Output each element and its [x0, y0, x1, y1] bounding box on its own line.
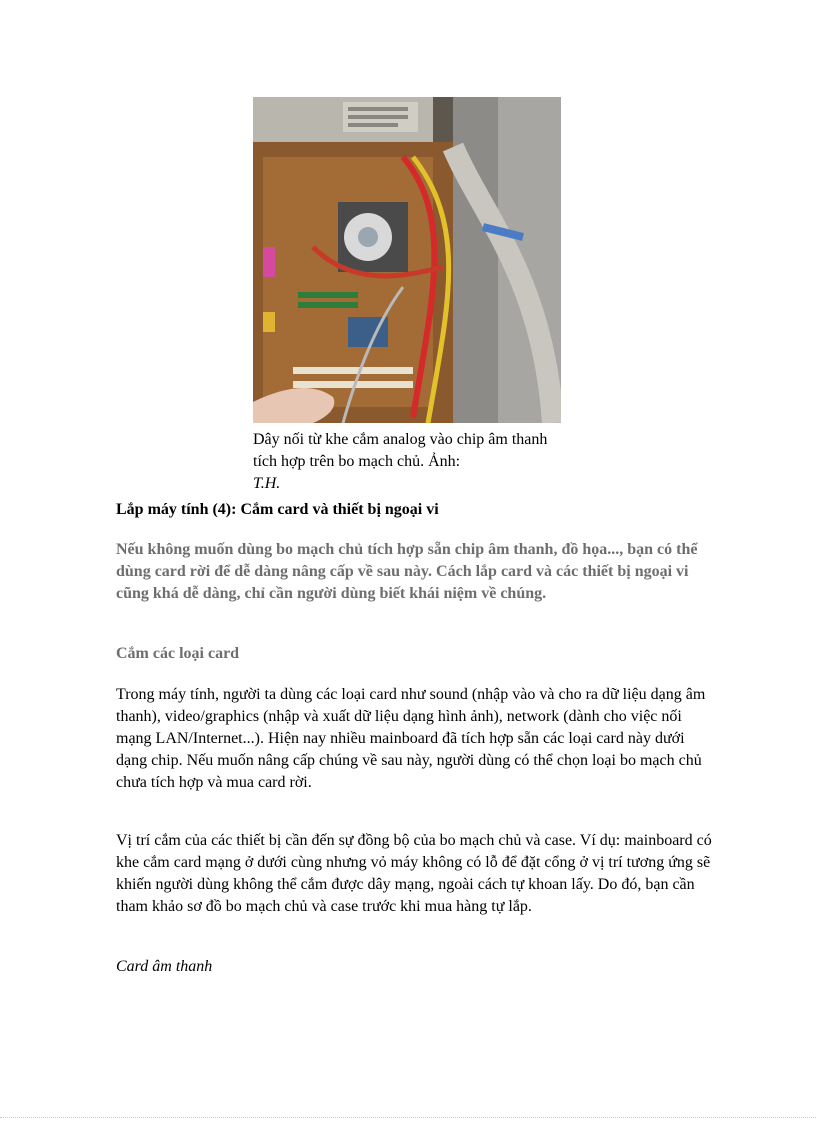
section-title: Cắm các loại card — [116, 645, 240, 662]
caption-text: Dây nối từ khe cắm analog vào chip âm thanh tích hợp trên bo mạch chủ. Ảnh: — [253, 431, 548, 470]
paragraph: Trong máy tính, người ta dùng các loại card như sound (nhập vào và cho ra dữ liệu dạng âm thanh), video/graphics (nhập và xuất dữ liệu dạng hình ảnh), network (dành cho việc nối mạng LAN/Internet...). Hiện nay nhiều mainboard đã tích hợp sẵn các loại card này dưới dạng chip. Nếu muốn nâng cấp chúng về sau này, người dùng có thể chọn loại bo mạch chủ chưa tích hợp và mua card rời. — [116, 686, 706, 791]
caption-credit: T.H. — [253, 475, 281, 492]
article-title: Lắp máy tính (4): Cắm card và thiết bị ngoại vi — [116, 501, 439, 518]
paragraph: Vị trí cắm của các thiết bị cần đến sự đồng bộ của bo mạch chủ và case. Ví dụ: mainboard có khe cắm card mạng ở dưới cùng nhưng vỏ máy không có lỗ để đặt cổng ở vị trí tương ứng sẽ khiến người dùng không thể cắm được dây mạng, ngoài cách tự khoan lấy. Do đó, bạn cần tham khảo sơ đồ bo mạch chủ và case trước khi mua hàng tự lắp. — [116, 832, 712, 915]
motherboard-photo — [253, 97, 561, 423]
subsection-title: Card âm thanh — [116, 958, 213, 975]
article-lead: Nếu không muốn dùng bo mạch chủ tích hợp sẵn chip âm thanh, đồ họa..., bạn có thể dùng card rời để dễ dàng nâng cấp về sau này. Cách lắp card và các thiết bị ngoại vi cũng khá dễ dàng, chỉ cần người dùng biết khái niệm về chúng. — [116, 541, 698, 602]
figure-caption — [253, 429, 573, 495]
motherboard-photo-illustration — [253, 97, 561, 423]
page-bottom-divider — [0, 1117, 816, 1118]
